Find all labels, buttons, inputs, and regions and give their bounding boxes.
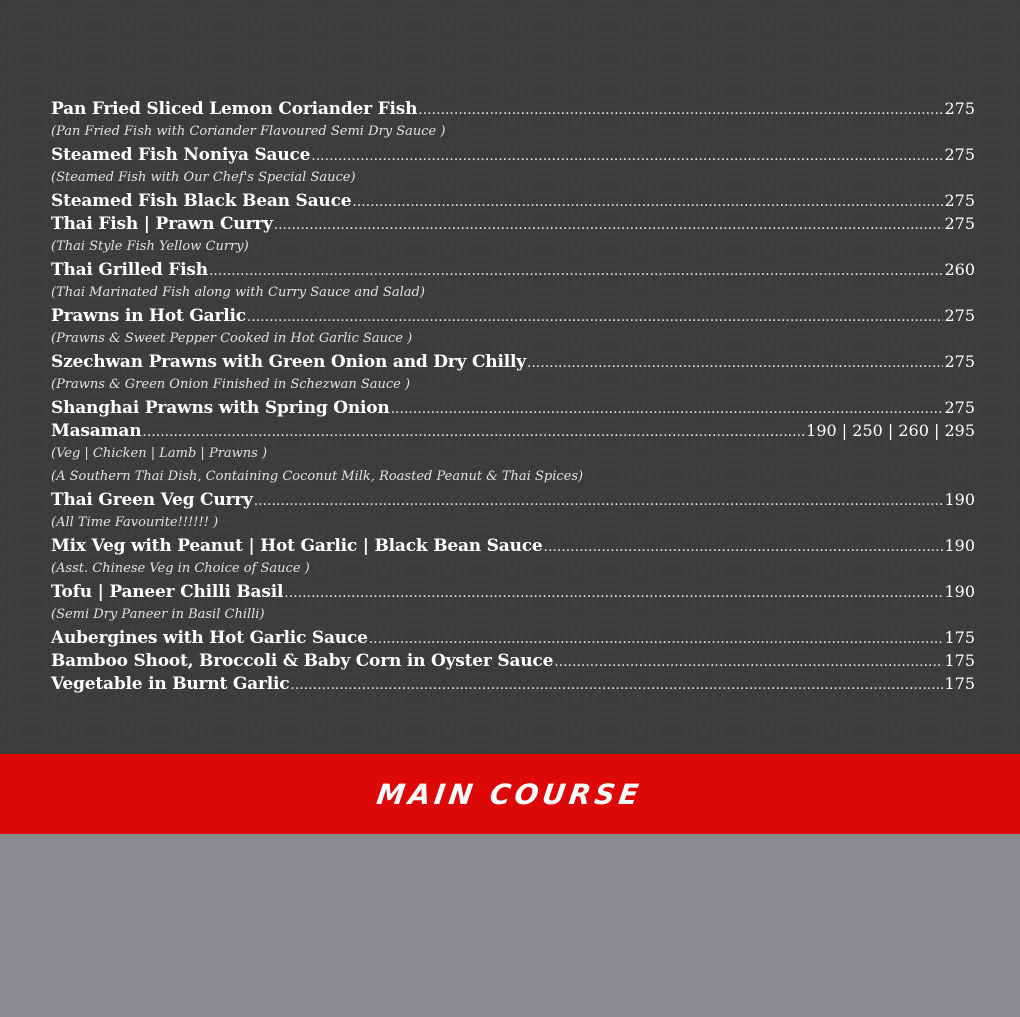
dot-leader [142, 421, 805, 444]
menu-list [51, 97, 975, 695]
dot-leader [254, 490, 944, 513]
menu-item-description: (Steamed Fish with Our Chef's Special Sauce) [51, 170, 356, 185]
menu-item [51, 212, 975, 258]
menu-item [51, 580, 975, 626]
menu-item [51, 672, 975, 695]
menu-item-price: 190 | 250 | 260 | 295 [806, 421, 975, 440]
dot-leader [391, 398, 944, 421]
menu-item-name: Szechwan Prawns with Green Onion and Dry Chilly [51, 352, 526, 372]
menu-item-price: 190 [944, 536, 975, 555]
menu-item-name: Mix Veg with Peanut | Hot Garlic | Black Bean Sauce [51, 536, 543, 556]
menu-item-name: Tofu | Paneer Chilli Basil [51, 582, 284, 602]
dot-leader [544, 536, 944, 559]
menu-item [51, 396, 975, 419]
dot-leader [209, 260, 944, 283]
menu-item-row [51, 534, 975, 557]
section-title: MAIN COURSE [375, 777, 645, 811]
menu-item [51, 350, 975, 396]
menu-item-description: (Thai Style Fish Yellow Curry) [51, 239, 249, 254]
menu-item-name: Thai Grilled Fish [51, 260, 208, 280]
menu-item-name: Steamed Fish Black Bean Sauce [51, 191, 352, 211]
menu-item-price: 175 [944, 651, 975, 670]
menu-item-description: (Semi Dry Paneer in Basil Chilli) [51, 607, 265, 622]
menu-item-price: 175 [944, 628, 975, 647]
menu-item-description: (All Time Favourite!!!!!! ) [51, 515, 219, 530]
menu-item-description: (Asst. Chinese Veg in Choice of Sauce ) [51, 561, 310, 576]
menu-item-description: (Pan Fried Fish with Coriander Flavoured Semi Dry Sauce ) [51, 124, 446, 139]
dot-leader [418, 99, 943, 122]
menu-item-row [51, 258, 975, 281]
menu-item-price: 275 [944, 352, 975, 371]
menu-item [51, 189, 975, 212]
dot-leader [247, 306, 944, 329]
menu-item-price: 275 [944, 398, 975, 417]
menu-item-row [51, 626, 975, 649]
menu-item-row [51, 672, 975, 695]
menu-item-row [51, 212, 975, 235]
menu-item-price: 190 [944, 582, 975, 601]
menu-item [51, 143, 975, 189]
dot-leader [527, 352, 944, 375]
menu-item [51, 304, 975, 350]
menu-item [51, 534, 975, 580]
menu-item-price: 190 [944, 490, 975, 509]
menu-item-name: Vegetable in Burnt Garlic [51, 674, 290, 694]
menu-item-row [51, 396, 975, 419]
menu-item-name: Prawns in Hot Garlic [51, 306, 246, 326]
menu-item-price: 275 [944, 99, 975, 118]
menu-item [51, 258, 975, 304]
menu-item-description: (Thai Marinated Fish along with Curry Sauce and Salad) [51, 285, 425, 300]
menu-item-price: 275 [944, 191, 975, 210]
menu-item-description: (Prawns & Sweet Pepper Cooked in Hot Garlic Sauce ) [51, 331, 413, 346]
menu-item-name: Steamed Fish Noniya Sauce [51, 145, 311, 165]
menu-item-row [51, 419, 975, 442]
menu-item-name: Thai Green Veg Curry [51, 490, 253, 510]
menu-item [51, 419, 975, 488]
menu-item-row [51, 580, 975, 603]
menu-item-description: (Prawns & Green Onion Finished in Schezwan Sauce ) [51, 377, 411, 392]
menu-item-row [51, 143, 975, 166]
menu-item-name: Shanghai Prawns with Spring Onion [51, 398, 390, 418]
menu-item-row [51, 649, 975, 672]
dot-leader [311, 145, 943, 168]
bottom-panel [0, 834, 1020, 1017]
menu-item [51, 97, 975, 143]
menu-item-description: (Veg | Chicken | Lamb | Prawns ) [51, 446, 268, 461]
section-banner [0, 754, 1020, 834]
menu-item-price: 275 [944, 145, 975, 164]
menu-item-name: Aubergines with Hot Garlic Sauce [51, 628, 368, 648]
menu-item-name: Bamboo Shoot, Broccoli & Baby Corn in Oyster Sauce [51, 651, 554, 671]
dot-leader [554, 651, 943, 674]
menu-item-row [51, 304, 975, 327]
menu-item-name: Pan Fried Sliced Lemon Coriander Fish [51, 99, 418, 119]
dot-leader [290, 674, 943, 697]
menu-item-row [51, 97, 975, 120]
menu-item [51, 488, 975, 534]
menu-item-row [51, 350, 975, 373]
menu-item-price: 275 [944, 214, 975, 233]
menu-item-price: 275 [944, 306, 975, 325]
dot-leader [352, 191, 943, 214]
menu-item-description: (A Southern Thai Dish, Containing Coconut Milk, Roasted Peanut & Thai Spices) [51, 469, 584, 484]
menu-item-price: 175 [944, 674, 975, 693]
menu-item-name: Thai Fish | Prawn Curry [51, 214, 273, 234]
menu-item-row [51, 189, 975, 212]
menu-item-name: Masaman [51, 421, 142, 441]
menu-item-price: 260 [944, 260, 975, 279]
menu-item [51, 649, 975, 672]
dot-leader [284, 582, 943, 605]
menu-item [51, 626, 975, 649]
dot-leader [274, 214, 944, 237]
menu-item-row [51, 488, 975, 511]
dot-leader [369, 628, 944, 651]
